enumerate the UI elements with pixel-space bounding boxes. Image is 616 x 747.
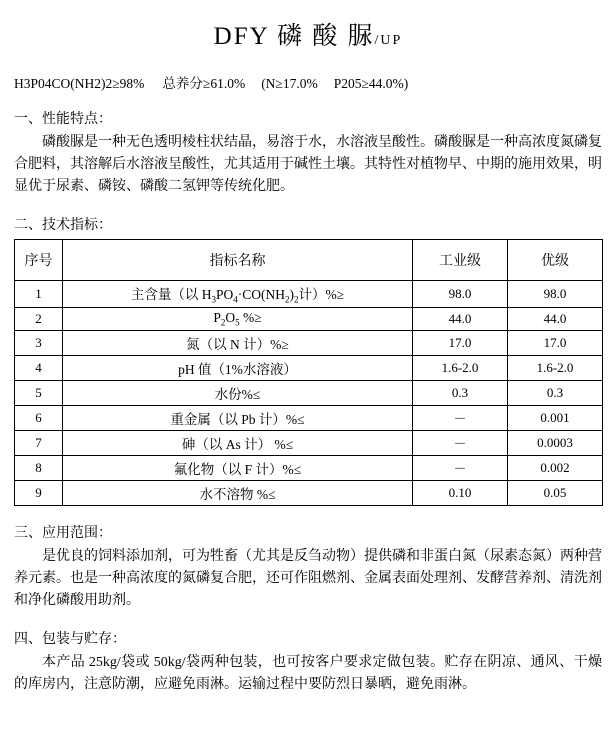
- cell-industrial: 0.3: [413, 380, 508, 405]
- section-heading-performance: 一、性能特点：: [14, 112, 112, 127]
- table-row: [15, 355, 603, 380]
- cell-industrial: －: [413, 430, 508, 455]
- cell-no: 4: [15, 355, 63, 380]
- section-heading-specifications: 二、技术指标：: [14, 218, 112, 233]
- table-row: [15, 455, 603, 480]
- page-title-main: DFY 磷 酸 脲: [213, 23, 375, 50]
- cell-name: 氮（以 N 计）%≥: [63, 330, 413, 355]
- cell-name: 砷（以 As 计） %≤: [63, 430, 413, 455]
- table-row: [15, 380, 603, 405]
- table-row: [15, 480, 603, 505]
- page-title-sub: /UP: [374, 33, 403, 48]
- cell-industrial: 44.0: [413, 307, 508, 330]
- table-header-no: 序号: [15, 240, 63, 281]
- page-title: [14, 16, 602, 52]
- table-header-row: [15, 240, 603, 281]
- table-row: [15, 430, 603, 455]
- cell-premium: 0.0003: [508, 430, 603, 455]
- cell-premium: 44.0: [508, 307, 603, 330]
- cell-name: $P_2O_5$ %≥: [63, 307, 413, 330]
- cell-industrial: 0.10: [413, 480, 508, 505]
- cell-premium: 0.05: [508, 480, 603, 505]
- cell-no: 8: [15, 455, 63, 480]
- section-heading-packaging: 四、包装与贮存：: [14, 631, 126, 647]
- cell-premium: 17.0: [508, 330, 603, 355]
- cell-industrial: －: [413, 405, 508, 430]
- cell-industrial: 98.0: [413, 281, 508, 308]
- cell-premium: 0.002: [508, 455, 603, 480]
- cell-name: pH 值（1%水溶液）: [63, 355, 413, 380]
- cell-no: 6: [15, 405, 63, 430]
- formula-part-3: (N≥17.0%: [261, 76, 318, 91]
- cell-no: 1: [15, 281, 63, 308]
- cell-no: 2: [15, 307, 63, 330]
- table-row: [15, 281, 603, 308]
- cell-premium: 0.3: [508, 380, 603, 405]
- table-row: [15, 330, 603, 355]
- cell-no: 9: [15, 480, 63, 505]
- table-row: [15, 405, 603, 430]
- section-heading-applications: 三、应用范围：: [14, 525, 112, 541]
- cell-no: 3: [15, 330, 63, 355]
- table-row: [15, 307, 603, 330]
- cell-industrial: 1.6-2.0: [413, 355, 508, 380]
- section-body-performance: 磷酸脲是一种无色透明棱柱状结晶，易溶于水，水溶液呈酸性。磷酸脲是一种高浓度氮磷复合肥料，其溶解后水溶液呈酸性，尤其适用于碱性土壤。其特性对植物早、中期的施用效果，明显优于尿素、磷铵、磷酸二氢钾等传统化肥。: [14, 135, 602, 194]
- cell-name: 重金属（以 Pb 计）%≤: [63, 405, 413, 430]
- cell-no: 7: [15, 430, 63, 455]
- table-body: [15, 281, 603, 506]
- cell-name: 氟化物（以 F 计）%≤: [63, 455, 413, 480]
- table-header-premium: 优级: [508, 240, 603, 281]
- formula-line: [14, 72, 602, 92]
- formula-part-4: P205≥44.0%): [333, 76, 409, 91]
- formula-part-1: H3P04CO(NH2)2≥98%: [14, 76, 145, 91]
- cell-no: 5: [15, 380, 63, 405]
- cell-premium: 98.0: [508, 281, 603, 308]
- table-header-industrial: 工业级: [413, 240, 508, 281]
- table-header-name: 指标名称: [63, 240, 413, 281]
- cell-name: 主含量（以 $H_3PO_4\cdot CO(NH_2)_2$计）%≥: [63, 281, 413, 308]
- cell-industrial: 17.0: [413, 330, 508, 355]
- specifications-table: [14, 239, 603, 506]
- cell-premium: 1.6-2.0: [508, 355, 603, 380]
- cell-premium: 0.001: [508, 405, 603, 430]
- section-body-applications: 是优良的饲料添加剂，可为牲畜（尤其是反刍动物）提供磷和非蛋白氮（尿素态氮）两种营养元素。也是一种高浓度的氮磷复合肥，还可作阻燃剂、金属表面处理剂、发酵营养剂、清洗剂和净化磷酸用助剂。: [14, 548, 602, 608]
- formula-part-2: 总养分≥61.0%: [162, 76, 246, 91]
- cell-name: 水不溶物 %≤: [63, 480, 413, 505]
- cell-industrial: －: [413, 455, 508, 480]
- section-body-packaging: 本产品 25kg/袋或 50kg/袋两种包装，也可按客户要求定做包装。贮存在阴凉、通风、干燥的库房内，注意防潮，应避免雨淋。运输过程中要防烈日暴晒，避免雨淋。: [14, 654, 602, 692]
- cell-name: 水份%≤: [63, 380, 413, 405]
